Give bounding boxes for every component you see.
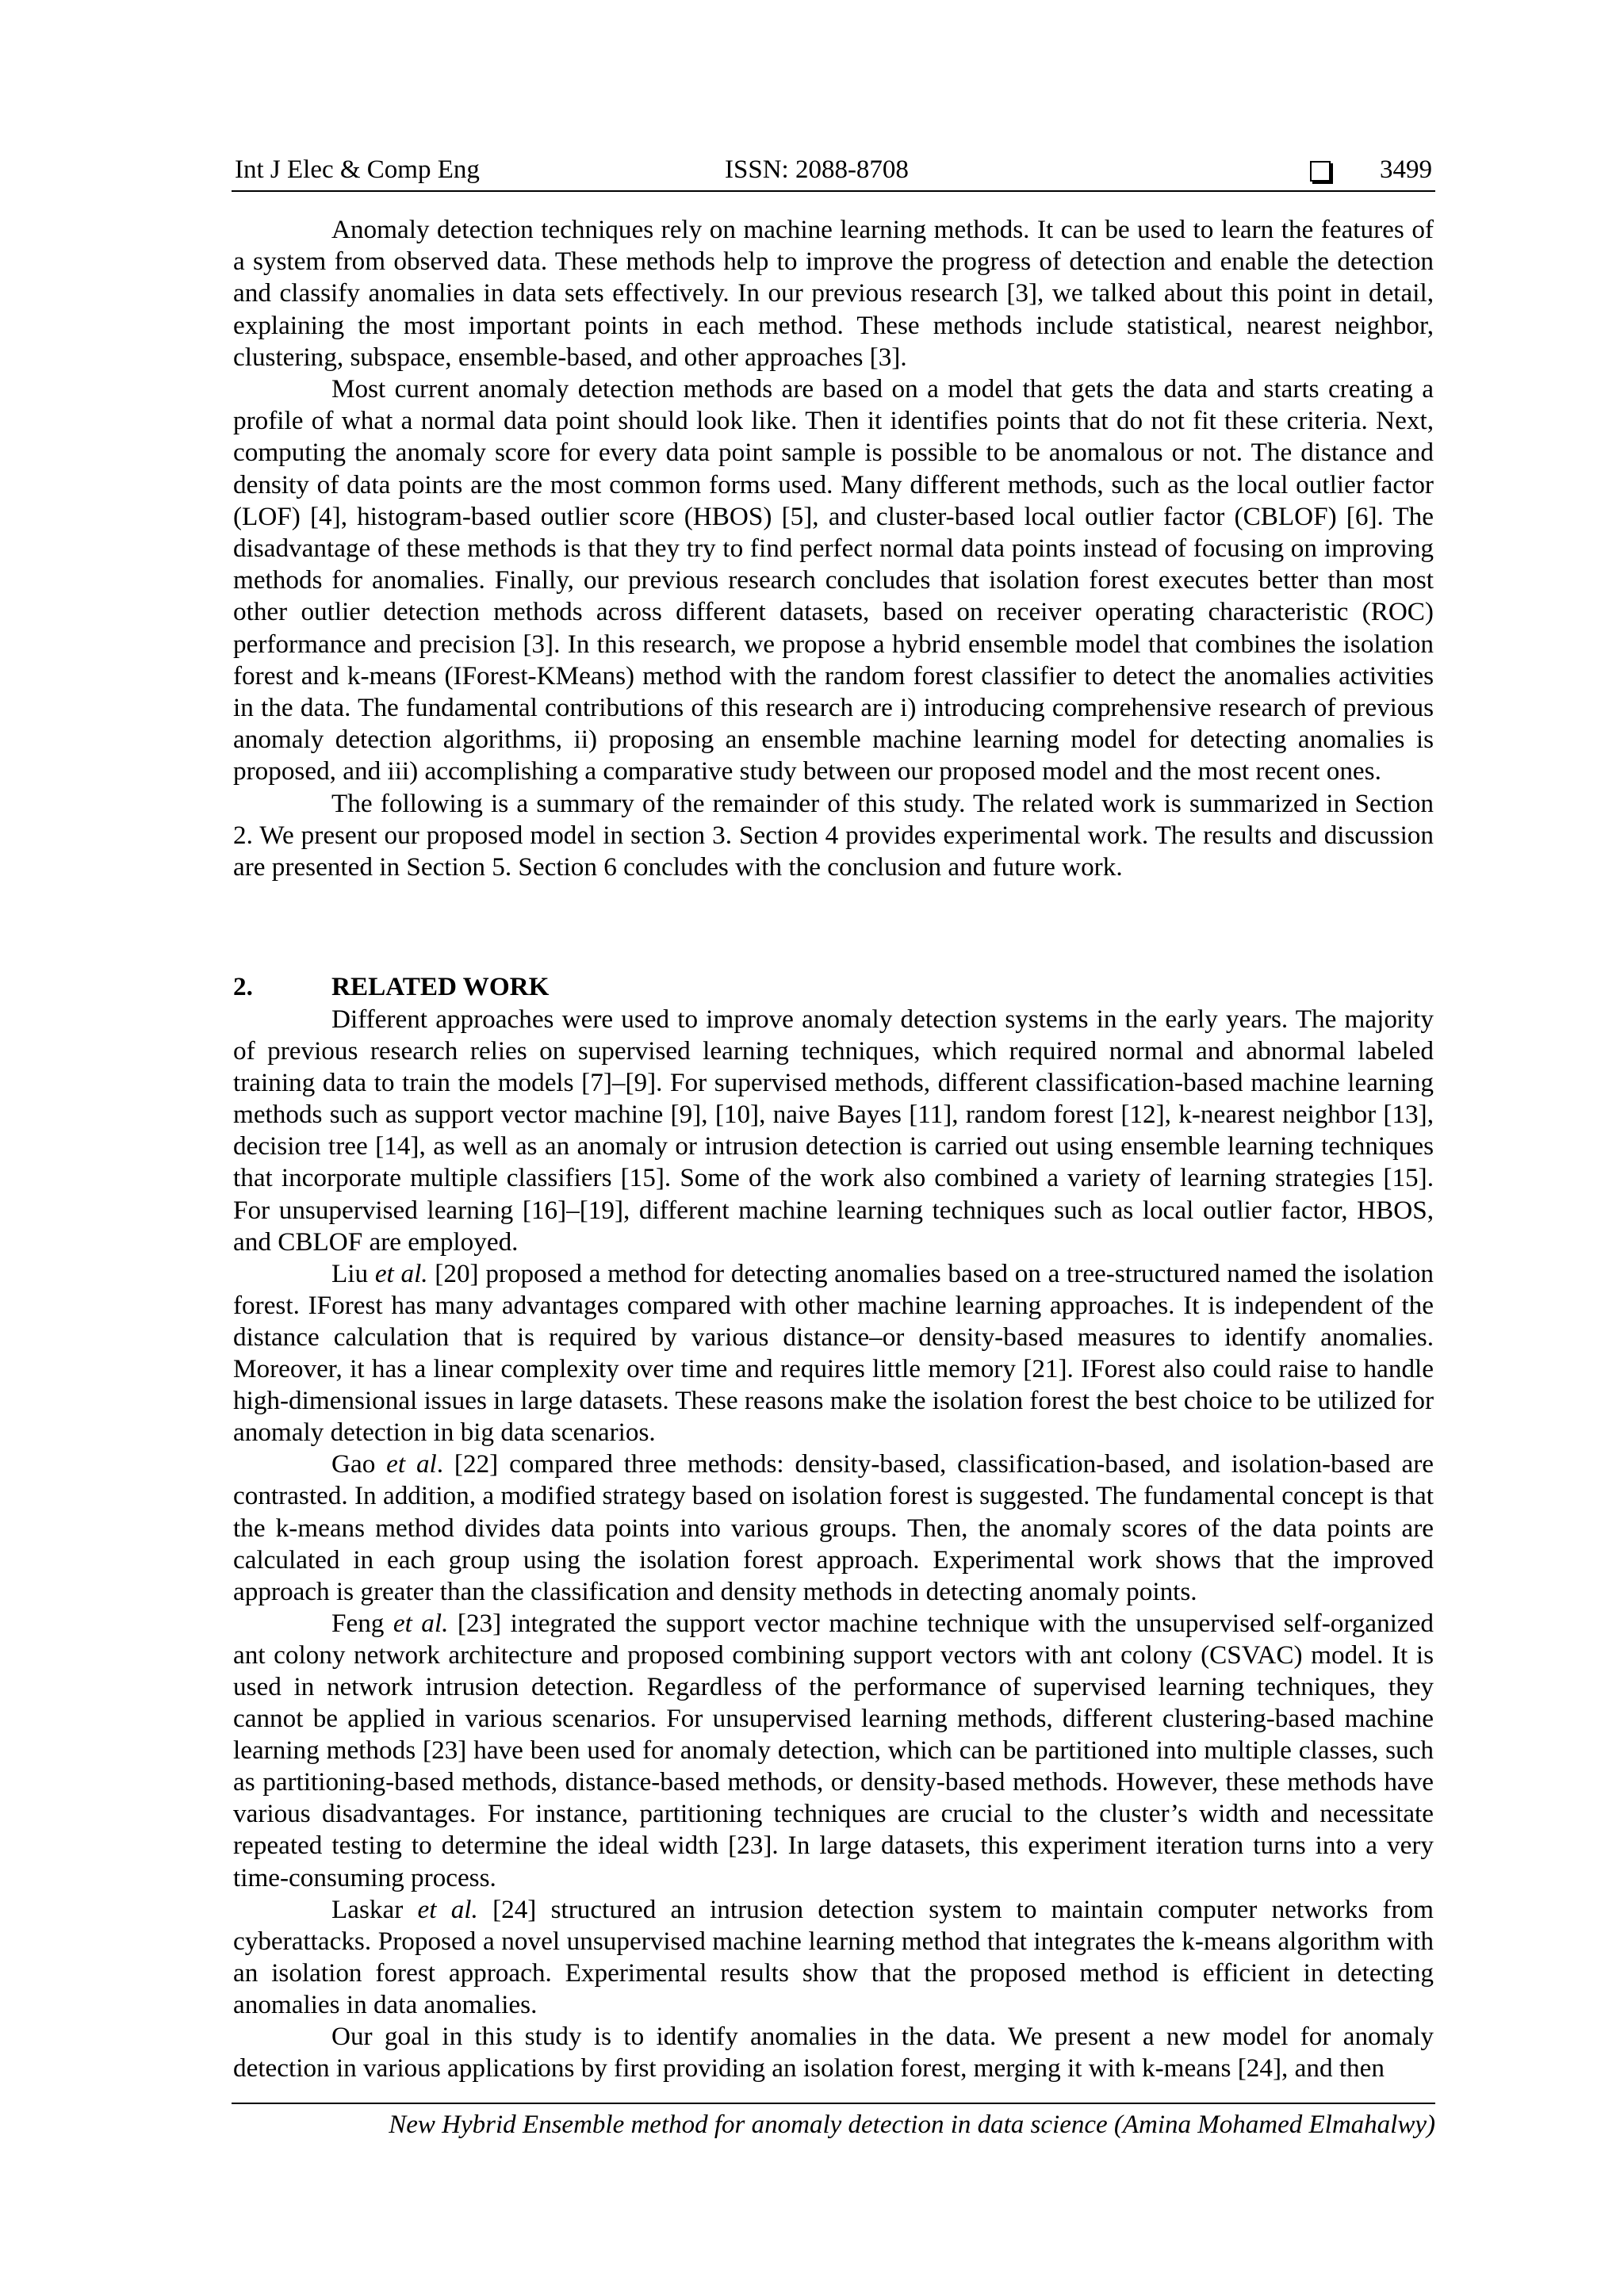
author-name: Liu xyxy=(331,1258,369,1288)
running-header xyxy=(232,155,1435,192)
paragraph: Different approaches were used to improve anomaly detection systems in the early years. The majority of previous research relies on supervised learning techniques, which required normal and abnormal labeled training data to train the models [7]–[9]. For supervised methods, different classification-based machine learning methods such as support vector machine [9], [10], naive Bayes [11], random forest [12], k-nearest neighbor [13], decision tree [14], as well as an anomaly or intrusion detection is carried out using ensemble learning techniques that incorporate multiple classifiers [15]. Some of the work also combined a variety of learning strategies [15]. For unsupervised learning [16]–[19], different machine learning techniques such as local outlier factor, HBOS, and CBLOF are employed. xyxy=(233,1004,1434,1257)
paragraph xyxy=(233,1258,1434,1449)
et-al: et al xyxy=(386,1449,437,1479)
checkbox-square-icon xyxy=(1310,161,1331,182)
journal-name: Int J Elec & Comp Eng xyxy=(235,155,480,184)
author-name: Laskar xyxy=(331,1894,404,1924)
page-number: 3499 xyxy=(1380,155,1432,184)
paragraph-text: . [22] compared three methods: density-based, classification-based, and isolation-based are contrasted. In addition, a modified strategy based on isolation forest is suggested. The fundamental concept is that the k-means method divides data points into various groups. Then, the anomaly scores of the data points are calculated in each group using the isolation forest approach. Experimental work shows that the improved approach is greater than the classification and density methods in detecting anomaly points. xyxy=(233,1449,1434,1606)
footer-rule xyxy=(232,2103,1435,2104)
paragraph: Anomaly detection techniques rely on machine learning methods. It can be used to learn the features of a system from observed data. These methods help to improve the progress of detection and enable the detection and classify anomalies in data sets effectively. In our previous research [3], we talked about this point in detail, explaining the most important points in each method. These methods include statistical, nearest neighbor, clustering, subspace, ensemble-based, and other approaches [3]. xyxy=(233,215,1434,372)
paragraph: Most current anomaly detection methods are based on a model that gets the data and starts creating a profile of what a normal data point should look like. Then it identifies points that do not fit these criteria. Next, computing the anomaly score for every data point sample is possible to be anomalous or not. The distance and density of data points are the most common forms used. Many different methods, such as the local outlier factor (LOF) [4], histogram-based outlier score (HBOS) [5], and cluster-based local outlier factor (CBLOF) [6]. The disadvantage of these methods is that they try to find perfect normal data points instead of focusing on improving methods for anomalies. Finally, our previous research concludes that isolation forest executes better than most other outlier detection methods across different datasets, based on receiver operating characteristic (ROC) performance and precision [3]. In this research, we propose a hybrid ensemble model that combines the isolation forest and k-means (IForest-KMeans) method with the random forest classifier to detect the anomalies activities in the data. The fundamental contributions of this research are i) introducing comprehensive research of previous anomaly detection algorithms, ii) proposing an ensemble machine learning model for detecting anomalies is proposed, and iii) accomplishing a comparative study between our proposed model and the most recent ones. xyxy=(233,374,1434,786)
et-al: et al. xyxy=(374,1258,428,1288)
author-name: Gao xyxy=(331,1449,376,1479)
related-work-text xyxy=(233,1004,1434,2084)
section-number: 2. xyxy=(233,972,253,1001)
paragraph-text: [20] proposed a method for detecting anomalies based on a tree-structured named the isolation forest. IForest has many advantages compared with other machine learning approaches. It is independent of the distance calculation that is required by various distance–or density-based measures to identify anomalies. Moreover, it has a linear complexity over time and requires little memory [21]. IForest also could raise to handle high-dimensional issues in large datasets. These reasons make the isolation forest the best choice to be utilized for anomaly detection in big data scenarios. xyxy=(233,1258,1434,1448)
paragraph xyxy=(233,1894,1434,2021)
paragraph: Our goal in this study is to identify anomalies in the data. We present a new model for anomaly detection in various applications by first providing an isolation forest, merging it with k-means [24], and then xyxy=(233,2022,1434,2084)
section-heading xyxy=(233,971,549,1003)
paragraph: The following is a summary of the remainder of this study. The related work is summarized in Section 2. We present our proposed model in section 3. Section 4 provides experimental work. The results and discussion are presented in Section 5. Section 6 concludes with the conclusion and future work. xyxy=(233,788,1434,882)
paragraph-text: [24] structured an intrusion detection system to maintain computer networks from cyberattacks. Proposed a novel unsupervised machine learning method that integrates the k-means algorithm with an isolation forest approach. Experimental results show that the proposed method is efficient in detecting anomalies in data anomalies. xyxy=(233,1894,1434,2019)
et-al: et al. xyxy=(393,1608,449,1638)
author-name: Feng xyxy=(331,1608,385,1638)
introduction-text xyxy=(233,214,1434,883)
running-footer: New Hybrid Ensemble method for anomaly detection in data science (Amina Mohamed Elmahalwy) xyxy=(389,2110,1435,2139)
paragraph xyxy=(233,1448,1434,1607)
section-title: RELATED WORK xyxy=(331,972,550,1001)
paragraph-text: [23] integrated the support vector machine technique with the unsupervised self-organized ant colony network architecture and proposed combining support vectors with ant colony (CSVAC) model. It is used in network intrusion detection. Regardless of the performance of supervised learning techniques, they cannot be applied in various scenarios. For unsupervised learning methods, different clustering-based machine learning methods [23] have been used for anomaly detection, which can be partitioned into multiple classes, such as partitioning-based methods, distance-based methods, or density-based methods. However, these methods have various disadvantages. For instance, partitioning techniques are crucial to the cluster’s width and necessitate repeated testing to determine the ideal width [23]. In large datasets, this experiment iteration turns into a very time-consuming process. xyxy=(233,1608,1434,1892)
issn: ISSN: 2088-8708 xyxy=(725,155,909,184)
paragraph xyxy=(233,1608,1434,1894)
et-al: et al. xyxy=(417,1894,478,1924)
